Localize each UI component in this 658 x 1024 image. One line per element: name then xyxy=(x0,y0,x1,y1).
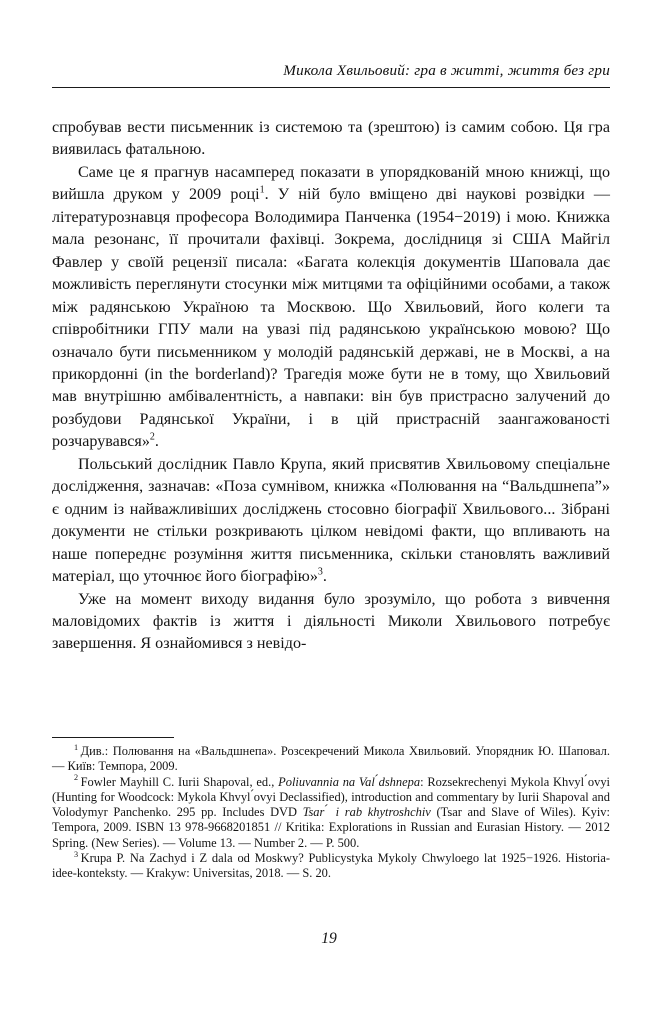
body-text xyxy=(52,117,610,656)
running-head: Микола Хвильовий: гра в житті, життя без гри xyxy=(283,62,610,79)
page-header xyxy=(52,62,610,88)
body-paragraph: Уже на момент виходу видання було зрозуміло, що робота з вивчення маловідомих фактів із життя і діяльності Миколи Хвильового потребує завершення. Я ознайомився з невідо- xyxy=(52,590,610,653)
footnote-reference: 3 xyxy=(317,566,323,578)
footnote-list xyxy=(52,744,610,881)
italic-title: Tsar ́ i rab khytroshchiv xyxy=(302,805,431,819)
footnote-marker: 2 xyxy=(74,773,79,783)
footnote-reference: 2 xyxy=(149,431,155,443)
header-divider xyxy=(52,87,610,88)
body-paragraph: спробував вести письменник із системою та (зрештою) із самим собою. Ця гра виявилась фатальною. xyxy=(52,119,610,159)
footnote-item: $^3$ Krupa P. Na Zachyd i Z dala od Moskwy? Publicystyka Mykoly Chwyloego lat 1925−1926. Historia-idee-konteksty. — Krakyw: Universitas, 2018. — S. 20. xyxy=(52,849,610,880)
footnote-reference: 1 xyxy=(259,185,265,196)
footnote-divider xyxy=(52,737,174,738)
footnote-marker: 1 xyxy=(74,742,79,752)
footnote-item: $^2$ Fowler Mayhill C. Iurii Shapoval, ed., Poliuvannia na Val ́dshnepa: Rozsekrechenyi Mykola Khvyl ́ovyi (Hunting for Woodcock: Mykola Khvyl ́ovyi Declassified), introduction and commentary by Iurii Shapoval and Volodymyr Panchenko. 295 pp. Includes DVD Tsar ́ i rab khytroshchiv (Tsar and Slave of Wiles). Kyiv: Tempora, 2009. ISBN 13 978-9668201851 // Kritika: Explorations in Russian and Eurasian History. — 2012 Spring. (New Series). — Volume 13. — Number 2. — P. 500. xyxy=(52,773,611,850)
footnote-marker: 3 xyxy=(74,849,79,859)
page-number: 19 xyxy=(321,930,337,947)
italic-title: Poliuvannia na Val ́dshnepa xyxy=(278,774,421,789)
footnote-item: $^1$ Див.: Полювання на «Вальдшнепа». Розсекречений Микола Хвильовий. Упорядник Ю. Шаповал. — Київ: Темпора, 2009. xyxy=(52,742,610,774)
footnote-section xyxy=(52,737,610,881)
body-paragraph: Саме це я прагнув насамперед показати в упорядкованій мною книжці, що вийшла друком у 2009 році$^1$. У ній було вміщено дві наукові розвідки — літературознавця професора Володимира Панченка (1954−2019) і мою. Книжка мала резонанс, її прочитали фахівці. Зокрема, дослідниця зі США Майгіл Фавлер у своїй рецензії писала: «Багата колекція документів Шаповала дає можливість переглянути стосунки між митцями та офіційними особами, а також між радянською Україною та Москвою. Що Хвильовий, його колеги та співробітники ГПУ мали на увазі під радянською українською мовою? Що означало бути письменником у молодій радянській державі, не в Москві, а на прикордонні (in the borderland)? Трагедія може бути не в тому, що Хвильовий мав внутрішню амбівалентність, а навпаки: він був пристрасно залучений до розбудови Радянської України, і в цій пристрасній заангажованості розчарувався»$^2$. xyxy=(52,163,610,451)
body-paragraph: Польський дослідник Павло Крупа, який присвятив Хвильовому спеціальне дослідження, зазначав: «Поза сумнівом, книжка «Полювання на “Вальдшнепа”» є одним із найважливіших досліджень стосовно біографії Хвильового... Зібрані документи не стільки розкривають цілком невідомі факти, що впливають на наше попереднє розуміння життя письменника, скільки становлять важливий матеріал, що уточнює його біографію»$^3$. xyxy=(52,455,610,586)
